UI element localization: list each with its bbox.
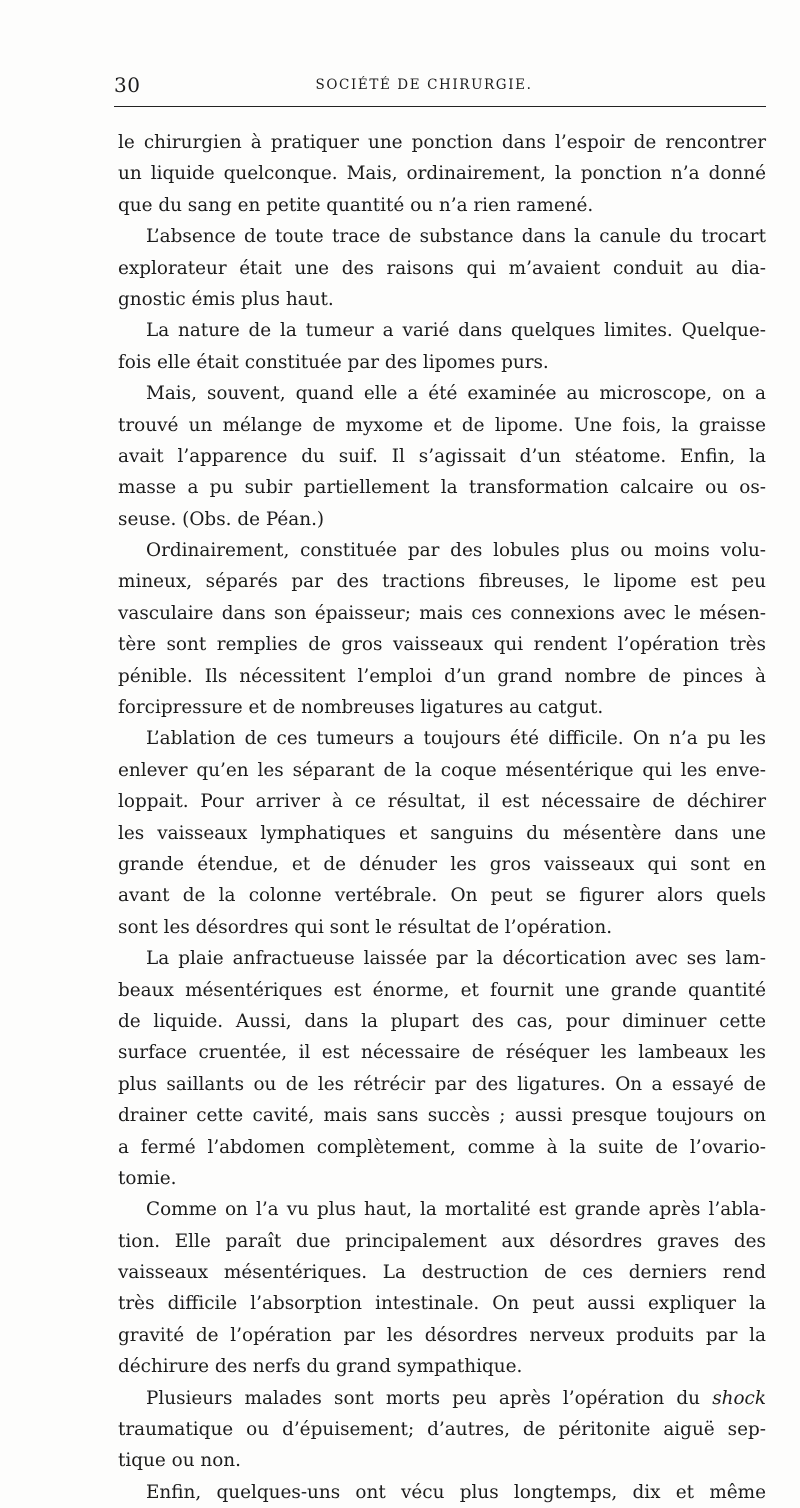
line-text: de liquide. Aussi, dans la plupart des cas, pour diminuer cette — [118, 1010, 766, 1032]
line-text: enlever qu’en les séparant de la coque mésentérique qui les enve- — [118, 759, 766, 781]
text-line — [118, 472, 766, 503]
line-text: très difficile l’absorption intestinale. On peut aussi expliquer la — [118, 1293, 766, 1315]
line-text: le chirurgien à pratiquer une ponction dans l’espoir de rencontrer — [118, 132, 766, 153]
line-text: les vaisseaux lymphatiques et sanguins du mésentère dans une — [118, 822, 766, 844]
text-line — [118, 253, 766, 284]
text-line — [118, 1037, 766, 1068]
page-number: 30 — [114, 73, 141, 97]
line-text: La plaie anfractueuse laissée par la décortication avec ses lam- — [146, 948, 766, 970]
line-text: Plusieurs malades sont morts peu après l’opération du — [146, 1387, 713, 1409]
text-line — [118, 629, 766, 660]
running-title: SOCIÉTÉ DE CHIRURGIE. — [315, 77, 533, 93]
line-text: drainer cette cavité, mais sans succès ; aussi presque toujours on — [118, 1105, 766, 1127]
text-line — [118, 818, 766, 849]
line-text: gnostic émis plus haut. — [118, 288, 334, 310]
line-text: La nature de la tumeur a varié dans quelques limites. Quelque- — [146, 320, 766, 342]
text-line — [118, 1383, 766, 1414]
text-line — [118, 1163, 766, 1194]
text-line — [118, 786, 766, 817]
text-line — [118, 723, 766, 754]
line-text: L’absence de toute trace de substance dans la canule du trocart — [146, 226, 766, 248]
text-line — [118, 378, 766, 409]
body-text — [118, 127, 766, 1508]
header-rule — [114, 106, 766, 107]
line-text: beaux mésentériques est énorme, et fournit une grande quantité — [118, 979, 766, 1001]
text-line — [118, 943, 766, 974]
text-line — [118, 849, 766, 880]
line-text: loppait. Pour arriver à ce résultat, il est nécessaire de déchirer — [118, 791, 766, 813]
line-text: vaisseaux mésentériques. La destruction de ces derniers rend — [118, 1262, 766, 1284]
text-line — [118, 912, 766, 943]
text-line — [118, 1320, 766, 1351]
text-line — [118, 1351, 766, 1382]
line-text: seuse. (Obs. de Péan.) — [118, 508, 325, 530]
line-text: trouvé un mélange de myxome et de lipome. Une fois, la graisse — [118, 414, 766, 436]
line-text: Mais, souvent, quand elle a été examinée au microscope, on a — [146, 383, 766, 405]
line-text: mineux, séparés par des tractions fibreuses, le lipome est peu — [118, 571, 766, 593]
line-text: Comme on l’a vu plus haut, la mortalité est grande après l’abla- — [146, 1199, 766, 1221]
text-line — [118, 755, 766, 786]
line-text: explorateur était une des raisons qui m’avaient conduit au dia- — [118, 257, 766, 279]
text-line — [118, 315, 766, 346]
text-line — [118, 1100, 766, 1131]
text-line — [118, 535, 766, 566]
text-line — [118, 1477, 766, 1508]
line-text: pénible. Ils nécessitent l’emploi d’un grand nombre de pinces à — [118, 665, 766, 687]
line-text: tomie. — [118, 1167, 177, 1189]
line-text: que du sang en petite quantité ou n’a rien ramené. — [118, 194, 594, 216]
text-line — [118, 566, 766, 597]
text-line — [118, 504, 766, 535]
line-text: forcipressure et de nombreuses ligatures au catgut. — [118, 697, 604, 719]
text-line — [118, 1194, 766, 1225]
text-line — [118, 1257, 766, 1288]
line-text: a fermé l’abdomen complètement, comme à la suite de l’ovario- — [118, 1136, 766, 1158]
text-line — [118, 1226, 766, 1257]
line-text: fois elle était constituée par des lipomes purs. — [118, 351, 549, 373]
text-line — [118, 158, 766, 189]
line-text: tère sont remplies de gros vaisseaux qui rendent l’opération très — [118, 634, 766, 656]
text-line — [118, 190, 766, 221]
line-text: L’ablation de ces tumeurs a toujours été difficile. On n’a pu les — [146, 728, 766, 750]
line-text: Ordinairement, constituée par des lobules plus ou moins volu- — [146, 540, 766, 562]
line-text: Enfin, quelques-uns ont vécu plus longtemps, dix et même — [146, 1481, 766, 1503]
line-text: avant de la colonne vertébrale. On peut se figurer alors quels — [118, 885, 766, 907]
line-text: masse a pu subir partiellement la transformation calcaire ou os- — [118, 477, 766, 499]
line-text: gravité de l’opération par les désordres nerveux produits par la — [118, 1324, 766, 1346]
line-text: sont les désordres qui sont le résultat de l’opération. — [118, 916, 613, 938]
text-line — [118, 1069, 766, 1100]
line-text: traumatique ou d’épuisement; d’autres, de péritonite aiguë sep- — [118, 1419, 766, 1441]
line-text: surface cruentée, il est nécessaire de réséquer les lambeaux les — [118, 1042, 766, 1064]
text-line — [118, 441, 766, 472]
text-line — [118, 221, 766, 252]
text-line — [118, 692, 766, 723]
italic-word: shock — [712, 1387, 766, 1409]
text-line — [118, 347, 766, 378]
text-line — [118, 880, 766, 911]
text-line — [118, 1006, 766, 1037]
text-line — [118, 410, 766, 441]
text-line — [118, 284, 766, 315]
text-line — [118, 1132, 766, 1163]
line-text: tion. Elle paraît due principalement aux désordres graves des — [118, 1230, 766, 1252]
text-line — [118, 1288, 766, 1319]
text-line — [118, 127, 766, 158]
text-line — [118, 975, 766, 1006]
line-text: tique ou non. — [118, 1450, 241, 1472]
text-line — [118, 661, 766, 692]
text-line — [118, 598, 766, 629]
line-text: plus saillants ou de les rétrécir par des ligatures. On a essayé de — [118, 1073, 766, 1095]
line-text: avait l’apparence du suif. Il s’agissait d’un stéatome. Enfin, la — [118, 445, 766, 467]
text-line — [118, 1445, 766, 1476]
line-text: vasculaire dans son épaisseur; mais ces connexions avec le mésen- — [118, 602, 766, 624]
text-line — [118, 1414, 766, 1445]
line-text: un liquide quelconque. Mais, ordinairement, la ponction n’a donné — [118, 163, 766, 185]
line-text: déchirure des nerfs du grand sympathique. — [118, 1356, 523, 1378]
line-text: grande étendue, et de dénuder les gros vaisseaux qui sont en — [118, 853, 766, 875]
